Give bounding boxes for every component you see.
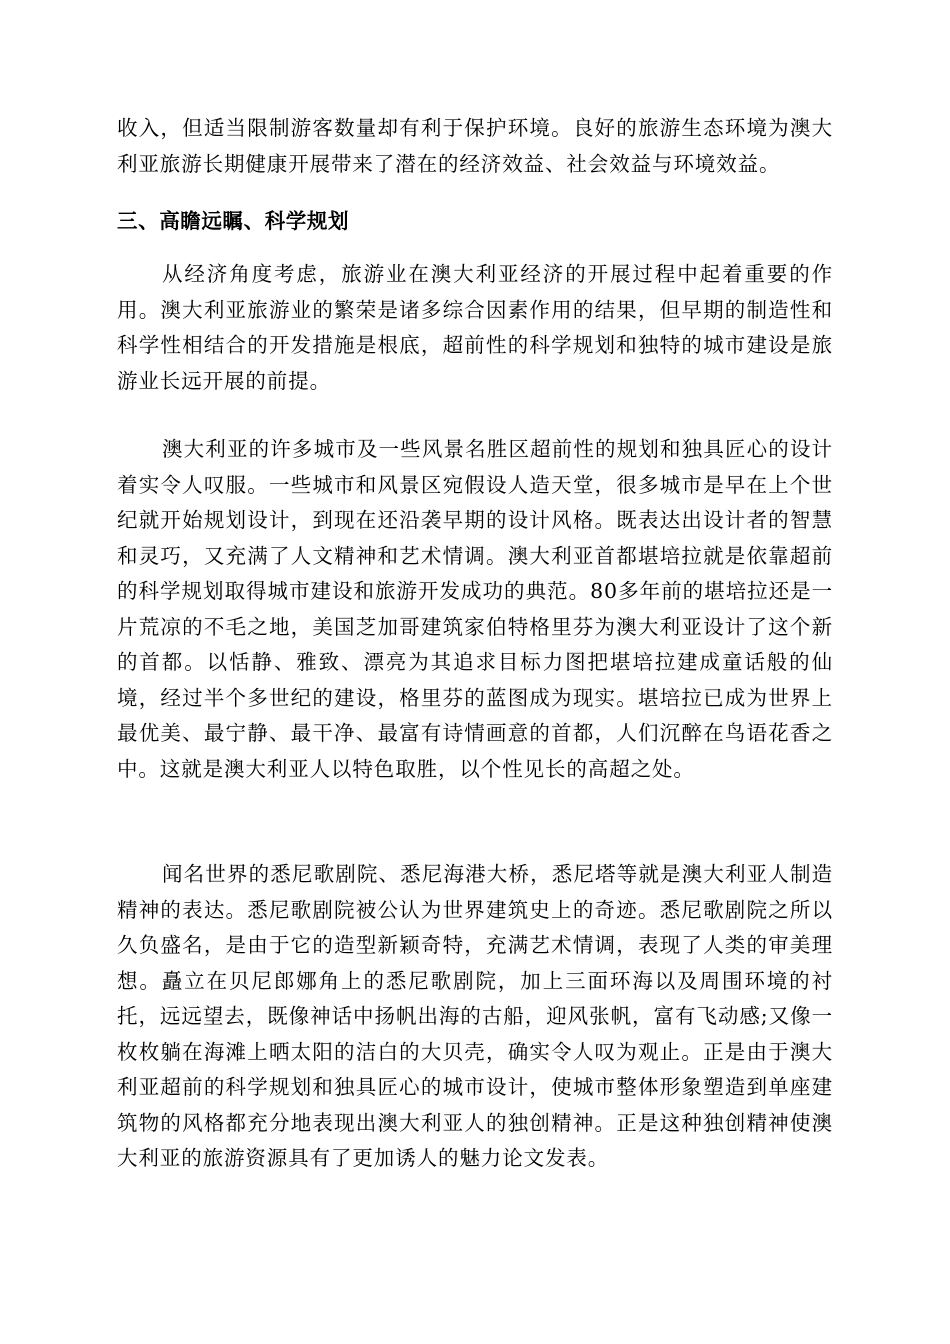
section-heading: 三、高瞻远瞩、科学规划 bbox=[117, 209, 350, 233]
paragraph-economic-planning: 从经济角度考虑，旅游业在澳大利亚经济的开展过程中起着重要的作用。澳大利亚旅游业的繁荣是诸多综合因素作用的结果，但早期的制造性和科学性相结合的开发措施是根底，超前性的科学规划和独特的城市建设是旅游业长远开展的前提。 bbox=[117, 262, 833, 393]
paragraph-canberra-planning: 澳大利亚的许多城市及一些风景名胜区超前性的规划和独具匠心的设计着实令人叹服。一些城市和风景区宛假设人造天堂，很多城市是早在上个世纪就开始规划设计，到现在还沿袭早期的设计风格。既表达出设计者的智慧和灵巧，又充满了人文精神和艺术情调。澳大利亚首都堪培拉就是依靠超前的科学规划取得城市建设和旅游开发成功的典范。80多年前的堪培拉还是一片荒凉的不毛之地，美国芝加哥建筑家伯特格里芬为澳大利亚设计了这个新的首都。以恬静、雅致、漂亮为其追求目标力图把堪培拉建成童话般的仙境，经过半个多世纪的建设，格里芬的蓝图成为现实。堪培拉已成为世界上最优美、最宁静、最干净、最富有诗情画意的首都，人们沉醉在鸟语花香之中。这就是澳大利亚人以特色取胜，以个性见长的高超之处。 bbox=[117, 437, 833, 781]
paragraph-sydney-landmarks: 闻名世界的悉尼歌剧院、悉尼海港大桥，悉尼塔等就是澳大利亚人制造精神的表达。悉尼歌剧院被公认为世界建筑史上的奇迹。悉尼歌剧院之所以久负盛名，是由于它的造型新颖奇特，充满艺术情调，表现了人类的审美理想。矗立在贝尼郎娜角上的悉尼歌剧院，加上三面环海以及周围环境的衬托，远远望去，既像神话中扬帆出海的古船，迎风张帆，富有飞动感;又像一枚枚躺在海滩上晒太阳的洁白的大贝壳，确实令人叹为观止。正是由于澳大利亚超前的科学规划和独具匠心的城市设计，使城市整体形象塑造到单座建筑物的风格都充分地表现出澳大利亚人的独创精神。正是这种独创精神使澳大利亚的旅游资源具有了更加诱人的魅力论文发表。 bbox=[117, 862, 833, 1170]
paragraph-environment-benefits: 收入，但适当限制游客数量却有利于保护环境。良好的旅游生态环境为澳大利亚旅游长期健康开展带来了潜在的经济效益、社会效益与环境效益。 bbox=[117, 116, 833, 176]
